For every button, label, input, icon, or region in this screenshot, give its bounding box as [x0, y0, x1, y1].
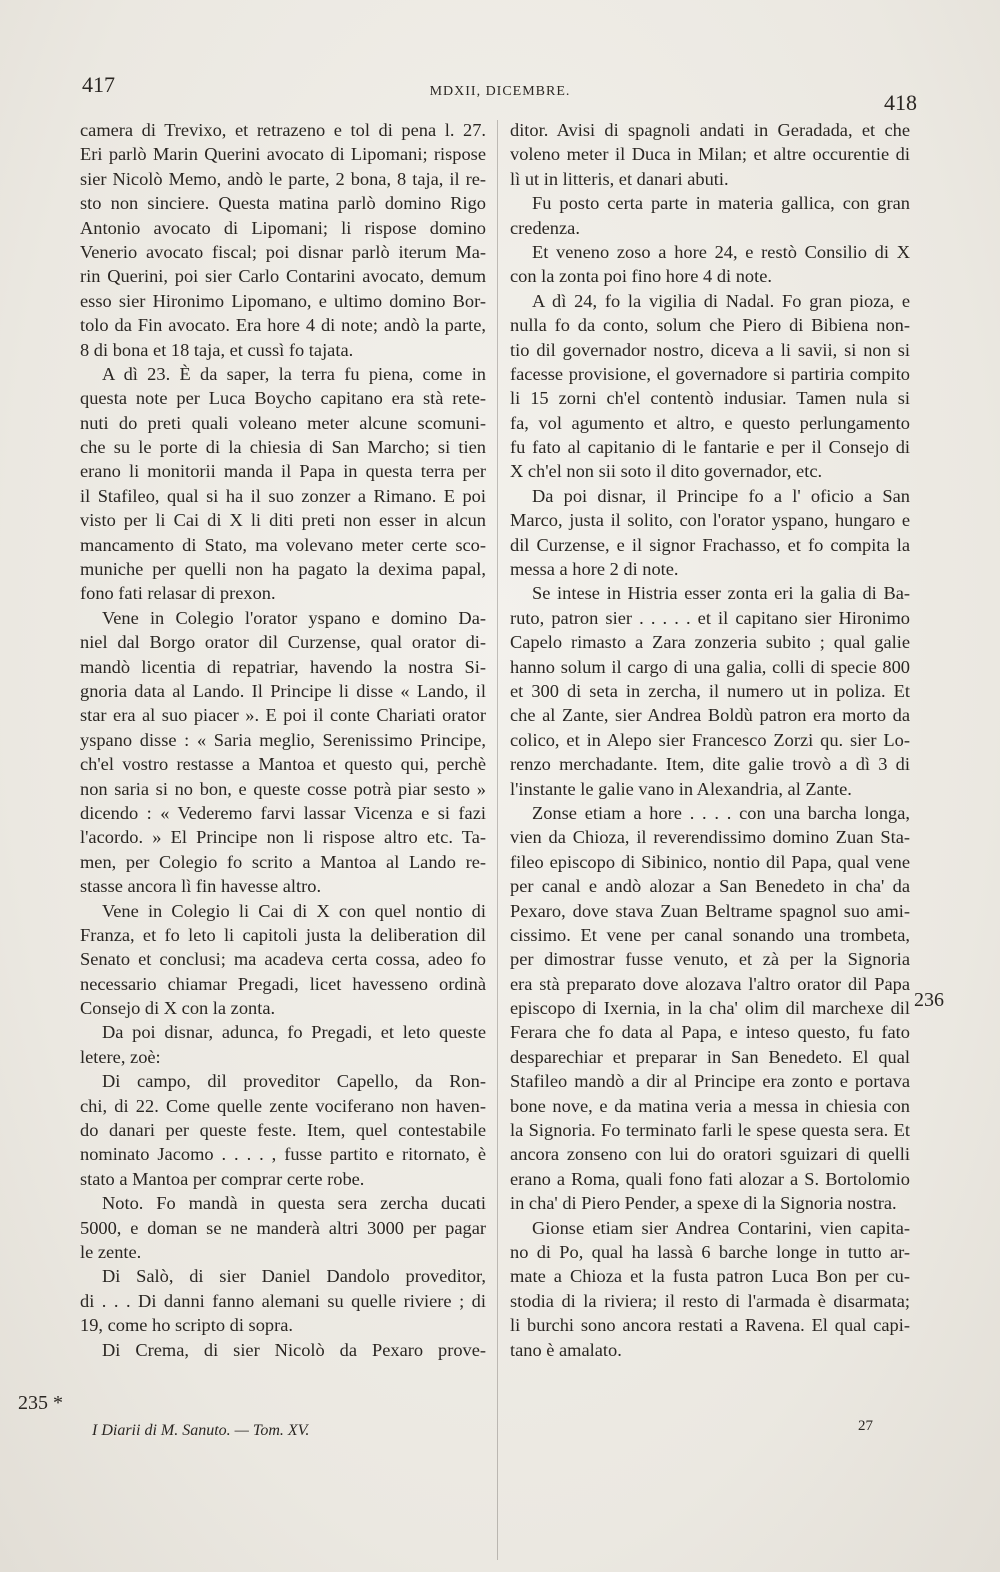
page-number-right: 418	[884, 90, 917, 115]
text-line: bone nove, e da matina veria a messa in chiesia con	[510, 1095, 910, 1116]
footer-signature: I Diarii di M. Sanuto. — Tom. XV.	[92, 1422, 310, 1439]
text-line: Venerio avocato fiscal; poi disnar parlò iterum Ma-	[80, 241, 486, 262]
text-line: A dì 23. È da saper, la terra fu piena, come in	[102, 363, 486, 384]
text-line: Antonio avocato di Lipomani; li rispose domino	[80, 217, 486, 238]
text-line: con la zonta poi fino hore 4 di note.	[510, 266, 772, 287]
text-line: erano a Roma, quali fono fati alozar a S. Bortolomio	[510, 1168, 910, 1189]
text-line: cissimo. Et vene per canal sonando una trombeta,	[510, 924, 910, 945]
text-line: Gionse etiam sier Andrea Contarini, vien capita-	[532, 1217, 910, 1238]
text-line: vien da Chioza, il reverendissimo domino Zuan Sta-	[510, 827, 910, 848]
text-line: Fu posto certa parte in materia gallica, con gran	[532, 193, 910, 214]
text-line: che su le porte di la chiesia di San Marcho; si tien	[80, 437, 486, 458]
text-line: per dimostrar fusse venuto, et zà per la Signoria	[510, 949, 910, 970]
column-divider	[497, 120, 498, 1560]
text-line: credenza.	[510, 217, 580, 238]
text-line: tolo da Fin avocato. Era hore 4 di note; andò la parte,	[80, 315, 486, 336]
text-line: renzo merchadante. Item, dite galie trovò a dì 3 di	[510, 754, 910, 775]
text-line: ch'el vostro restasse a Mantoa et questo qui, perchè	[80, 754, 486, 775]
text-line: star era al suo piacer ». E poi il conte Chariati orator	[80, 705, 486, 726]
text-line: che al Zante, sier Andrea Boldù patron era morto da	[510, 705, 910, 726]
text-line: ancora zonseno con lui do oratori sguizari di quelli	[510, 1144, 910, 1165]
text-line: Di Crema, di sier Nicolò da Pexaro prove-	[102, 1339, 486, 1360]
text-line: fa, vol agumento et altro, e questo perlungamento	[510, 412, 910, 433]
text-line: Ferara che fo data al Papa, e inteso questo, fu fato	[510, 1022, 910, 1043]
text-line: Vene in Colegio li Cai di X con quel nontio di	[102, 900, 486, 921]
text-line: nominato Jacomo . . . . , fusse partito e ritornato, è	[80, 1144, 486, 1165]
text-line: esso sier Hironimo Lipomano, e ultimo domino Bor-	[80, 290, 486, 311]
text-line: tio dil governador nostro, diceva a li savii, si non si	[510, 339, 910, 360]
text-line: Noto. Fo mandà in questa sera zercha ducati	[102, 1193, 486, 1214]
margin-number-left: 235 *	[18, 1392, 63, 1414]
text-line: Senato et conclusi; ma acadeva certa cossa, adeo fo	[80, 949, 486, 970]
text-line: mancamento di Stato, ma volevano meter certe sco-	[80, 534, 486, 555]
text-line: Eri parlò Marin Querini avocato di Lipomani; rispose	[80, 144, 486, 165]
text-line: stasse ancora lì fin havesse altro.	[80, 876, 322, 897]
text-line: Vene in Colegio l'orator yspano e domino Da-	[102, 607, 486, 628]
text-line: X ch'el non sii soto il dito governador, etc.	[510, 461, 823, 482]
text-line: li burchi sono ancora restati a Ravena. El qual capi-	[510, 1315, 910, 1336]
text-line: la Signoria. Fo terminato farli le spese questa sera. Et	[510, 1120, 910, 1141]
text-line: Consejo di X con la zonta.	[80, 998, 276, 1019]
text-line: men, per Colegio fo scrito a Mantoa al Lando re-	[80, 851, 486, 872]
text-line: 8 di bona et 18 taja, et cussì fo tajata.	[80, 339, 354, 360]
text-line: stodia di la riviera; il resto di l'armada è disarmata;	[510, 1290, 910, 1311]
text-line: Da poi disnar, il Principe fo a l' oficio a San	[532, 485, 910, 506]
text-line: in cha' di Piero Pender, a spexe di la Signoria nostra.	[510, 1193, 897, 1214]
text-line: Se intese in Histria esser zonta eri la galia di Ba-	[532, 583, 910, 604]
text-line: mandò licentia di repatriar, havendo la nostra Si-	[80, 656, 486, 677]
text-line: no di Po, qual ha lassà 6 barche longe in tutto ar-	[510, 1241, 910, 1262]
text-line: do danari per queste feste. Item, quel contestabile	[80, 1120, 486, 1141]
footer-sheet-number: 27	[858, 1418, 873, 1434]
text-line: ruto, patron sier . . . . . et il capitano sier Hironimo	[510, 607, 910, 628]
right-text-column	[510, 118, 910, 1362]
text-line: dicendo : « Vederemo farvi lassar Vicenza e si fazi	[80, 802, 486, 823]
text-line: voleno meter il Duca in Milan; et altre occurentie di	[510, 144, 910, 165]
text-line: Franza, et fo leto li capitoli justa la deliberation dil	[80, 924, 486, 945]
left-text-column	[80, 118, 486, 1362]
running-title: MDXII, DICEMBRE.	[429, 84, 571, 99]
text-line: rin Querini, poi sier Carlo Contarini avocato, demum	[80, 266, 486, 287]
text-line: camera di Trevixo, et retrazeno e tol di pena l. 27.	[80, 120, 486, 140]
text-line: sto non sinciere. Questa matina parlò domino Rigo	[80, 193, 486, 214]
text-line: erano li monitorii manda il Papa in questa terra per	[80, 461, 486, 482]
text-line: li 15 zorni ch'el contentò indusiar. Tamen nula si	[510, 388, 910, 409]
text-line: il Stafileo, qual si ha il suo zonzer a Rimano. E poi	[80, 485, 486, 506]
text-line: Di campo, dil proveditor Capello, da Ron-	[102, 1071, 486, 1092]
text-line: di . . . Di danni fanno alemani su quelle riviere ; di	[80, 1290, 486, 1311]
margin-number-right: 236	[914, 989, 944, 1011]
text-line: sier Nicolò Memo, andò le parte, 2 bona, 8 taja, il re-	[80, 168, 486, 189]
text-line: Da poi disnar, adunca, fo Pregadi, et leto queste	[102, 1022, 486, 1043]
text-line: episcopo di Ixernia, in la cha' olim dil marchexe dil	[510, 998, 910, 1019]
text-line: necessario chiamar Pregadi, licet havesseno ordinà	[80, 973, 486, 994]
text-line: hanno solum il cargo di una galia, colli di specie 800	[510, 656, 910, 677]
text-line: chi, di 22. Come quelle zente vociferano non haven-	[80, 1095, 486, 1116]
text-line: fu fato al capitanio di le fantarie e per il Consejo di	[510, 437, 910, 458]
text-line: 19, come ho scripto di sopra.	[80, 1315, 293, 1336]
page-number-left: 417	[82, 72, 115, 97]
text-line: gnoria data al Lando. Il Principe li disse « Lando, il	[80, 680, 486, 701]
text-line: et 300 di seta in zercha, il numero ut in poliza. Et	[510, 680, 910, 701]
text-line: colico, et in Alepo sier Francesco Zorzi qu. sier Lo-	[510, 729, 910, 750]
text-line: 5000, e doman se ne manderà altri 3000 per pagar	[80, 1217, 486, 1238]
text-line: l'acordo. » El Principe non li rispose altro etc. Ta-	[80, 827, 486, 848]
text-line: messa a hore 2 di note.	[510, 559, 679, 580]
text-line: era stà preparato dove alozava l'altro orator dil Papa	[510, 973, 910, 994]
text-line: l'instante le galie vano in Alexandria, al Zante.	[510, 778, 852, 799]
text-line: tano è amalato.	[510, 1339, 622, 1360]
text-line: stato a Mantoa per comprar certe robe.	[80, 1168, 365, 1189]
text-line: nuti do preti quali voleano meter alcune scomuni-	[80, 412, 486, 433]
text-line: Stafileo mandò a dir al Principe era zonto e portava	[510, 1071, 910, 1092]
text-line: A dì 24, fo la vigilia di Nadal. Fo gran pioza, e	[532, 290, 910, 311]
text-line: ditor. Avisi di spagnoli andati in Geradada, et che	[510, 120, 910, 140]
text-line: questa note per Luca Boycho capitano era stà rete-	[80, 388, 486, 409]
text-line: letere, zoè:	[80, 1046, 161, 1067]
text-line: mate a Chioza et la fusta patron Luca Bon per cu-	[510, 1266, 910, 1287]
text-line: desparechiar et preparar in San Benedeto. El qual	[510, 1046, 910, 1067]
text-line: muniche per quelli non ha pagato la dexima papal,	[80, 559, 486, 580]
text-line: Marco, justa il solito, con l'orator yspano, hungaro e	[510, 510, 910, 531]
text-line: per canal e andò alozar a San Benedeto in cha' da	[510, 876, 910, 897]
text-line: Zonse etiam a hore . . . . con una barcha longa,	[532, 802, 910, 823]
text-line: fono fati relasar di prexon.	[80, 583, 276, 604]
text-line: Di Salò, di sier Daniel Dandolo proveditor,	[102, 1266, 486, 1287]
text-line: yspano disse : « Saria meglio, Serenissimo Principe,	[80, 729, 486, 750]
text-line: Capelo rimasto a Zara zonzeria subito ; qual galie	[510, 632, 910, 653]
text-line: Et veneno zoso a hore 24, e restò Consilio di X	[532, 241, 910, 262]
text-line: dil Curzense, e il signor Frachasso, et fo compita la	[510, 534, 910, 555]
text-line: le zente.	[80, 1241, 142, 1262]
text-line: niel dal Borgo orator dil Curzense, qual orator di-	[80, 632, 486, 653]
text-line: Pexaro, dove stava Zuan Beltrame spagnol suo ami-	[510, 900, 910, 921]
text-line: lì ut in litteris, et danari abuti.	[510, 168, 729, 189]
text-line: non saria si no bon, e queste cosse potrà piar sesto »	[80, 778, 486, 799]
text-line: fileo episcopo di Sibinico, nontio dil Papa, qual vene	[510, 851, 910, 872]
text-line: visto per li Cai di X li diti preti non esser in alcun	[80, 510, 486, 531]
text-line: nulla fo da conto, solum che Piero di Bibiena non-	[510, 315, 910, 336]
text-line: facesse provisione, el governadore si partiria compito	[510, 363, 910, 384]
